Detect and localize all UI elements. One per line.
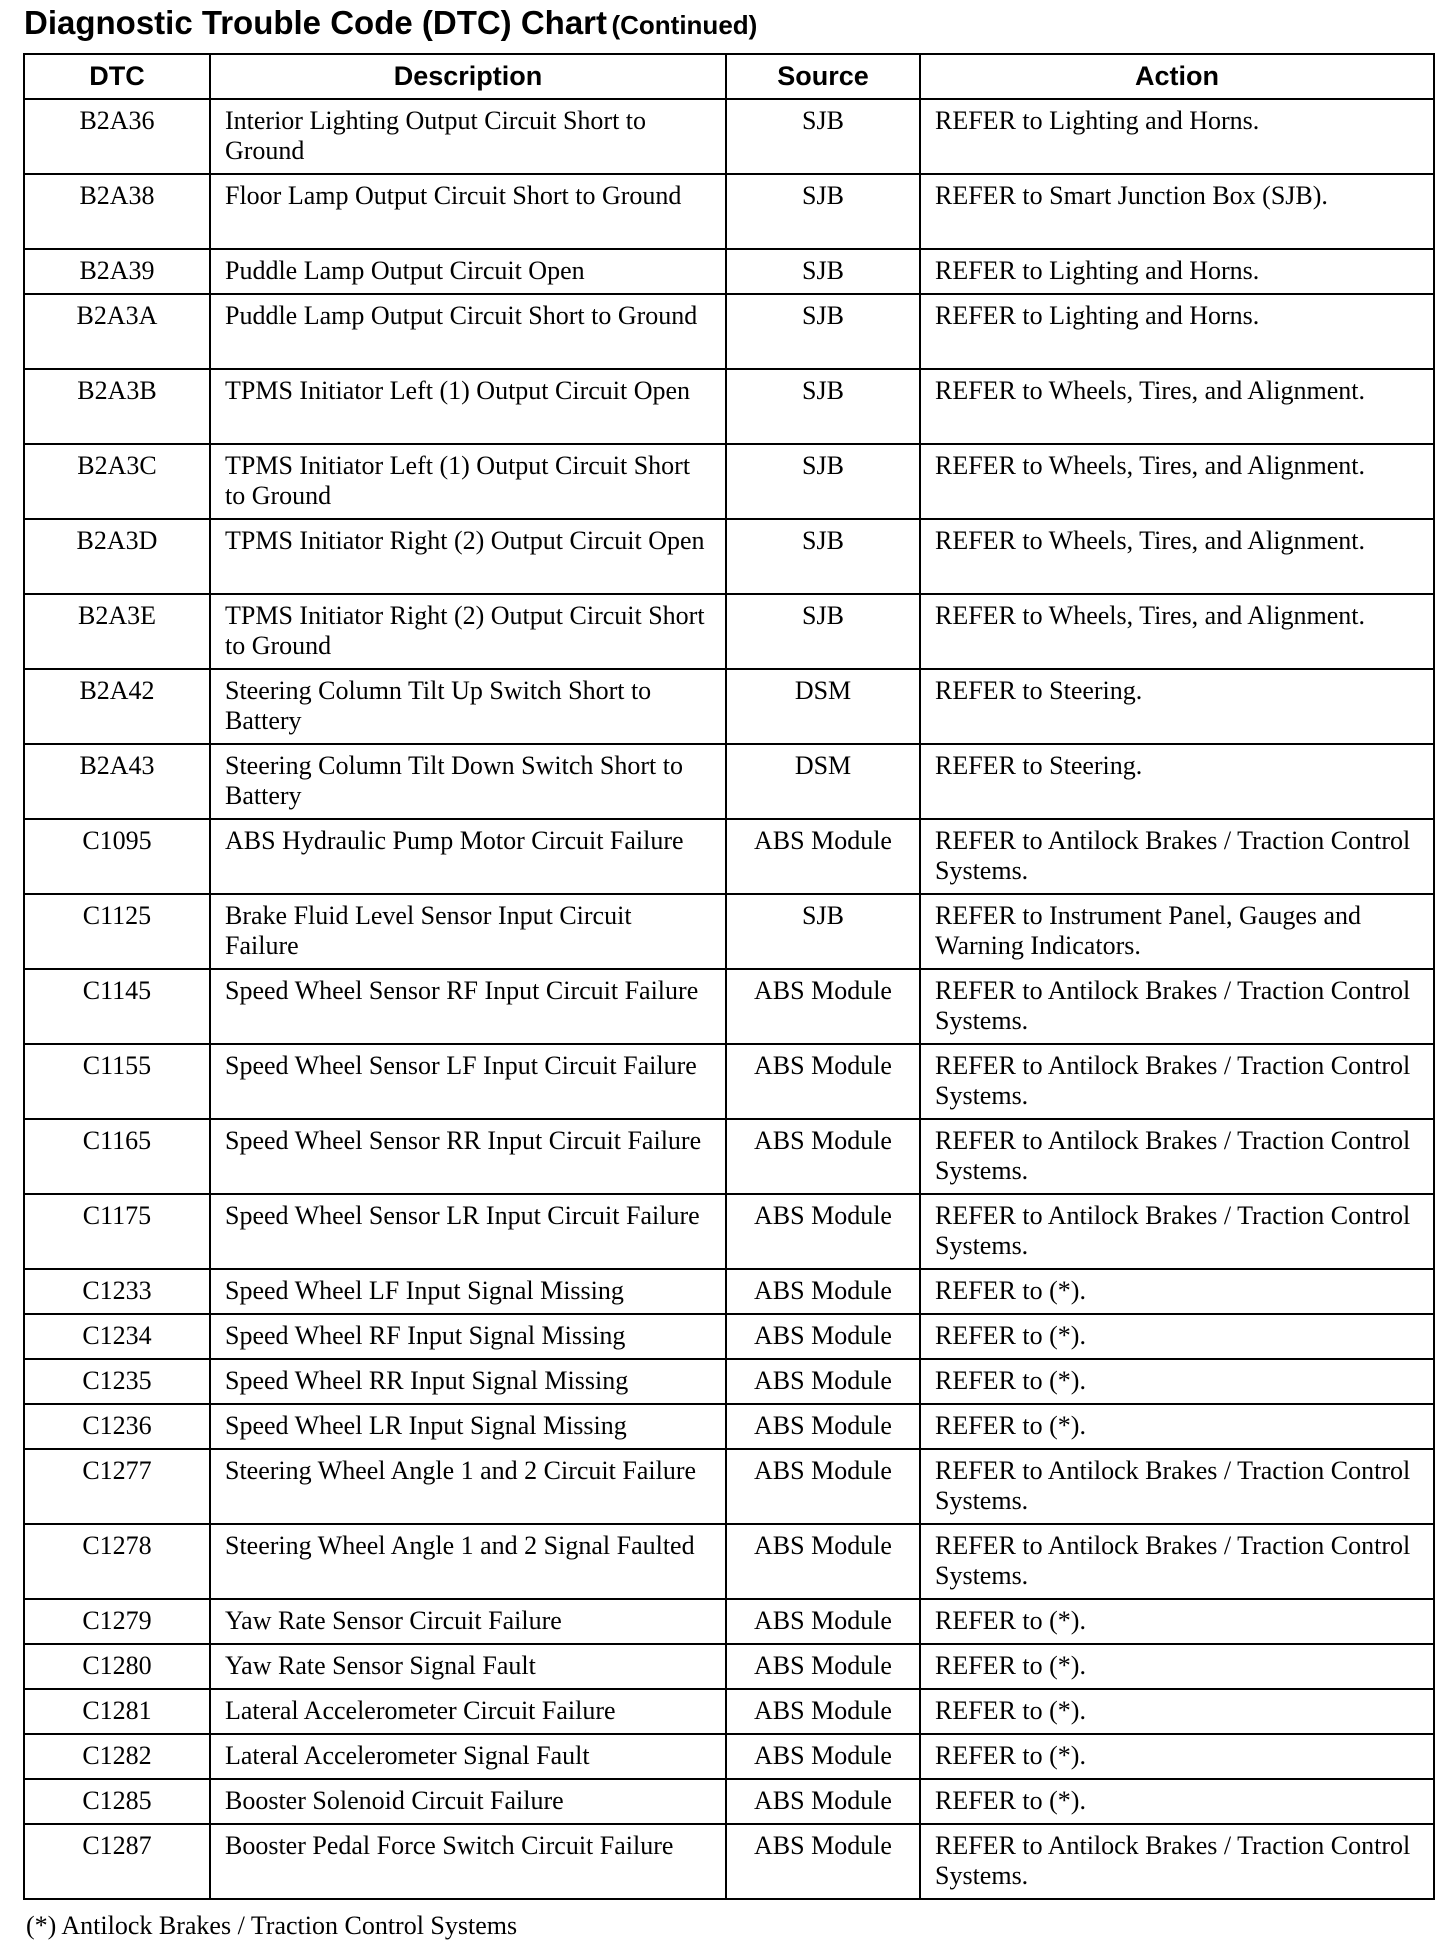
table-row bbox=[24, 1119, 1434, 1194]
action-cell: REFER to (*). bbox=[920, 1644, 1434, 1689]
dtc-code-cell: C1236 bbox=[24, 1404, 210, 1449]
source-cell: ABS Module bbox=[726, 1269, 920, 1314]
table-row bbox=[24, 1524, 1434, 1599]
description-cell: TPMS Initiator Left (1) Output Circuit Open bbox=[210, 369, 726, 444]
dtc-code-cell: C1285 bbox=[24, 1779, 210, 1824]
source-cell: ABS Module bbox=[726, 1599, 920, 1644]
table-row bbox=[24, 369, 1434, 444]
action-cell: REFER to Antilock Brakes / Traction Control Systems. bbox=[920, 1119, 1434, 1194]
table-row bbox=[24, 174, 1434, 249]
description-cell: Yaw Rate Sensor Signal Fault bbox=[210, 1644, 726, 1689]
description-cell: Booster Pedal Force Switch Circuit Failure bbox=[210, 1824, 726, 1899]
description-cell: Speed Wheel LF Input Signal Missing bbox=[210, 1269, 726, 1314]
description-cell: ABS Hydraulic Pump Motor Circuit Failure bbox=[210, 819, 726, 894]
table-row bbox=[24, 519, 1434, 594]
dtc-code-cell: C1175 bbox=[24, 1194, 210, 1269]
action-cell: REFER to Instrument Panel, Gauges and Warning Indicators. bbox=[920, 894, 1434, 969]
description-cell: Brake Fluid Level Sensor Input Circuit Failure bbox=[210, 894, 726, 969]
action-cell: REFER to (*). bbox=[920, 1359, 1434, 1404]
description-cell: Lateral Accelerometer Circuit Failure bbox=[210, 1689, 726, 1734]
source-cell: ABS Module bbox=[726, 1359, 920, 1404]
dtc-code-cell: B2A42 bbox=[24, 669, 210, 744]
source-cell: ABS Module bbox=[726, 1824, 920, 1899]
action-cell: REFER to Antilock Brakes / Traction Control Systems. bbox=[920, 1044, 1434, 1119]
table-header-row bbox=[24, 54, 1434, 99]
action-cell: REFER to Wheels, Tires, and Alignment. bbox=[920, 594, 1434, 669]
action-cell: REFER to Antilock Brakes / Traction Control Systems. bbox=[920, 1524, 1434, 1599]
action-cell: REFER to Antilock Brakes / Traction Control Systems. bbox=[920, 819, 1434, 894]
description-cell: Lateral Accelerometer Signal Fault bbox=[210, 1734, 726, 1779]
source-cell: ABS Module bbox=[726, 1314, 920, 1359]
action-cell: REFER to (*). bbox=[920, 1734, 1434, 1779]
dtc-code-cell: B2A3D bbox=[24, 519, 210, 594]
dtc-code-cell: C1165 bbox=[24, 1119, 210, 1194]
source-cell: ABS Module bbox=[726, 1524, 920, 1599]
table-row bbox=[24, 249, 1434, 294]
dtc-code-cell: C1279 bbox=[24, 1599, 210, 1644]
description-cell: Steering Column Tilt Down Switch Short to Battery bbox=[210, 744, 726, 819]
page-title bbox=[24, 4, 757, 42]
source-cell: ABS Module bbox=[726, 1779, 920, 1824]
description-cell: Steering Column Tilt Up Switch Short to Battery bbox=[210, 669, 726, 744]
description-cell: Puddle Lamp Output Circuit Open bbox=[210, 249, 726, 294]
dtc-code-cell: B2A3A bbox=[24, 294, 210, 369]
dtc-code-cell: C1281 bbox=[24, 1689, 210, 1734]
action-cell: REFER to Wheels, Tires, and Alignment. bbox=[920, 369, 1434, 444]
table-row bbox=[24, 1359, 1434, 1404]
action-cell: REFER to Antilock Brakes / Traction Control Systems. bbox=[920, 1194, 1434, 1269]
description-cell: Speed Wheel Sensor LF Input Circuit Failure bbox=[210, 1044, 726, 1119]
source-cell: ABS Module bbox=[726, 1119, 920, 1194]
table-row bbox=[24, 1689, 1434, 1734]
source-cell: ABS Module bbox=[726, 1404, 920, 1449]
description-cell: Speed Wheel Sensor RF Input Circuit Failure bbox=[210, 969, 726, 1044]
source-cell: SJB bbox=[726, 444, 920, 519]
dtc-code-cell: C1234 bbox=[24, 1314, 210, 1359]
table-row bbox=[24, 444, 1434, 519]
dtc-code-cell: C1235 bbox=[24, 1359, 210, 1404]
table-row bbox=[24, 1599, 1434, 1644]
description-cell: TPMS Initiator Right (2) Output Circuit Short to Ground bbox=[210, 594, 726, 669]
source-cell: ABS Module bbox=[726, 1449, 920, 1524]
description-cell: Speed Wheel RR Input Signal Missing bbox=[210, 1359, 726, 1404]
footnote: (*) Antilock Brakes / Traction Control Systems bbox=[26, 1911, 518, 1940]
dtc-code-cell: C1287 bbox=[24, 1824, 210, 1899]
dtc-code-cell: B2A3B bbox=[24, 369, 210, 444]
description-cell: Booster Solenoid Circuit Failure bbox=[210, 1779, 726, 1824]
action-cell: REFER to Lighting and Horns. bbox=[920, 294, 1434, 369]
dtc-code-cell: C1233 bbox=[24, 1269, 210, 1314]
description-cell: Speed Wheel LR Input Signal Missing bbox=[210, 1404, 726, 1449]
source-cell: ABS Module bbox=[726, 1734, 920, 1779]
source-cell: ABS Module bbox=[726, 1194, 920, 1269]
dtc-table bbox=[23, 53, 1435, 1900]
source-cell: SJB bbox=[726, 174, 920, 249]
action-cell: REFER to (*). bbox=[920, 1269, 1434, 1314]
table-row bbox=[24, 294, 1434, 369]
action-cell: REFER to Antilock Brakes / Traction Control Systems. bbox=[920, 969, 1434, 1044]
description-cell: Puddle Lamp Output Circuit Short to Ground bbox=[210, 294, 726, 369]
column-header-dtc: DTC bbox=[24, 54, 210, 99]
table-body bbox=[24, 99, 1434, 1899]
action-cell: REFER to Antilock Brakes / Traction Control Systems. bbox=[920, 1449, 1434, 1524]
dtc-code-cell: C1125 bbox=[24, 894, 210, 969]
table-row bbox=[24, 594, 1434, 669]
description-cell: TPMS Initiator Right (2) Output Circuit Open bbox=[210, 519, 726, 594]
source-cell: ABS Module bbox=[726, 819, 920, 894]
title-main: Diagnostic Trouble Code (DTC) Chart bbox=[24, 4, 608, 41]
table-row bbox=[24, 99, 1434, 174]
action-cell: REFER to Antilock Brakes / Traction Control Systems. bbox=[920, 1824, 1434, 1899]
title-continued: (Continued) bbox=[611, 10, 758, 40]
source-cell: SJB bbox=[726, 894, 920, 969]
description-cell: Yaw Rate Sensor Circuit Failure bbox=[210, 1599, 726, 1644]
table-row bbox=[24, 1404, 1434, 1449]
table-row bbox=[24, 744, 1434, 819]
action-cell: REFER to (*). bbox=[920, 1314, 1434, 1359]
dtc-code-cell: C1278 bbox=[24, 1524, 210, 1599]
action-cell: REFER to Smart Junction Box (SJB). bbox=[920, 174, 1434, 249]
column-header-action: Action bbox=[920, 54, 1434, 99]
dtc-code-cell: C1155 bbox=[24, 1044, 210, 1119]
dtc-code-cell: C1277 bbox=[24, 1449, 210, 1524]
action-cell: REFER to Steering. bbox=[920, 669, 1434, 744]
column-header-description: Description bbox=[210, 54, 726, 99]
dtc-code-cell: B2A38 bbox=[24, 174, 210, 249]
source-cell: ABS Module bbox=[726, 1644, 920, 1689]
action-cell: REFER to Wheels, Tires, and Alignment. bbox=[920, 519, 1434, 594]
description-cell: Speed Wheel Sensor RR Input Circuit Failure bbox=[210, 1119, 726, 1194]
column-header-source: Source bbox=[726, 54, 920, 99]
description-cell: TPMS Initiator Left (1) Output Circuit Short to Ground bbox=[210, 444, 726, 519]
dtc-code-cell: C1280 bbox=[24, 1644, 210, 1689]
source-cell: SJB bbox=[726, 249, 920, 294]
description-cell: Steering Wheel Angle 1 and 2 Signal Faulted bbox=[210, 1524, 726, 1599]
dtc-code-cell: C1095 bbox=[24, 819, 210, 894]
source-cell: ABS Module bbox=[726, 969, 920, 1044]
action-cell: REFER to Wheels, Tires, and Alignment. bbox=[920, 444, 1434, 519]
action-cell: REFER to (*). bbox=[920, 1599, 1434, 1644]
description-cell: Speed Wheel Sensor LR Input Circuit Failure bbox=[210, 1194, 726, 1269]
source-cell: SJB bbox=[726, 369, 920, 444]
source-cell: ABS Module bbox=[726, 1689, 920, 1734]
source-cell: DSM bbox=[726, 744, 920, 819]
table-row bbox=[24, 669, 1434, 744]
description-cell: Steering Wheel Angle 1 and 2 Circuit Failure bbox=[210, 1449, 726, 1524]
dtc-code-cell: B2A3C bbox=[24, 444, 210, 519]
source-cell: SJB bbox=[726, 99, 920, 174]
action-cell: REFER to (*). bbox=[920, 1404, 1434, 1449]
table-row bbox=[24, 1734, 1434, 1779]
source-cell: SJB bbox=[726, 294, 920, 369]
dtc-code-cell: B2A36 bbox=[24, 99, 210, 174]
table-row bbox=[24, 1824, 1434, 1899]
action-cell: REFER to Lighting and Horns. bbox=[920, 99, 1434, 174]
description-cell: Speed Wheel RF Input Signal Missing bbox=[210, 1314, 726, 1359]
dtc-code-cell: B2A43 bbox=[24, 744, 210, 819]
table-row bbox=[24, 1044, 1434, 1119]
source-cell: SJB bbox=[726, 519, 920, 594]
table-row bbox=[24, 1194, 1434, 1269]
table-row bbox=[24, 1314, 1434, 1359]
description-cell: Floor Lamp Output Circuit Short to Ground bbox=[210, 174, 726, 249]
dtc-code-cell: C1145 bbox=[24, 969, 210, 1044]
source-cell: SJB bbox=[726, 594, 920, 669]
table-row bbox=[24, 1449, 1434, 1524]
description-cell: Interior Lighting Output Circuit Short to Ground bbox=[210, 99, 726, 174]
table-row bbox=[24, 969, 1434, 1044]
source-cell: DSM bbox=[726, 669, 920, 744]
action-cell: REFER to (*). bbox=[920, 1689, 1434, 1734]
action-cell: REFER to Steering. bbox=[920, 744, 1434, 819]
dtc-code-cell: B2A3E bbox=[24, 594, 210, 669]
action-cell: REFER to Lighting and Horns. bbox=[920, 249, 1434, 294]
table-row bbox=[24, 1644, 1434, 1689]
action-cell: REFER to (*). bbox=[920, 1779, 1434, 1824]
table-row bbox=[24, 894, 1434, 969]
dtc-code-cell: B2A39 bbox=[24, 249, 210, 294]
dtc-code-cell: C1282 bbox=[24, 1734, 210, 1779]
table-row bbox=[24, 1269, 1434, 1314]
table-row bbox=[24, 1779, 1434, 1824]
source-cell: ABS Module bbox=[726, 1044, 920, 1119]
table-row bbox=[24, 819, 1434, 894]
